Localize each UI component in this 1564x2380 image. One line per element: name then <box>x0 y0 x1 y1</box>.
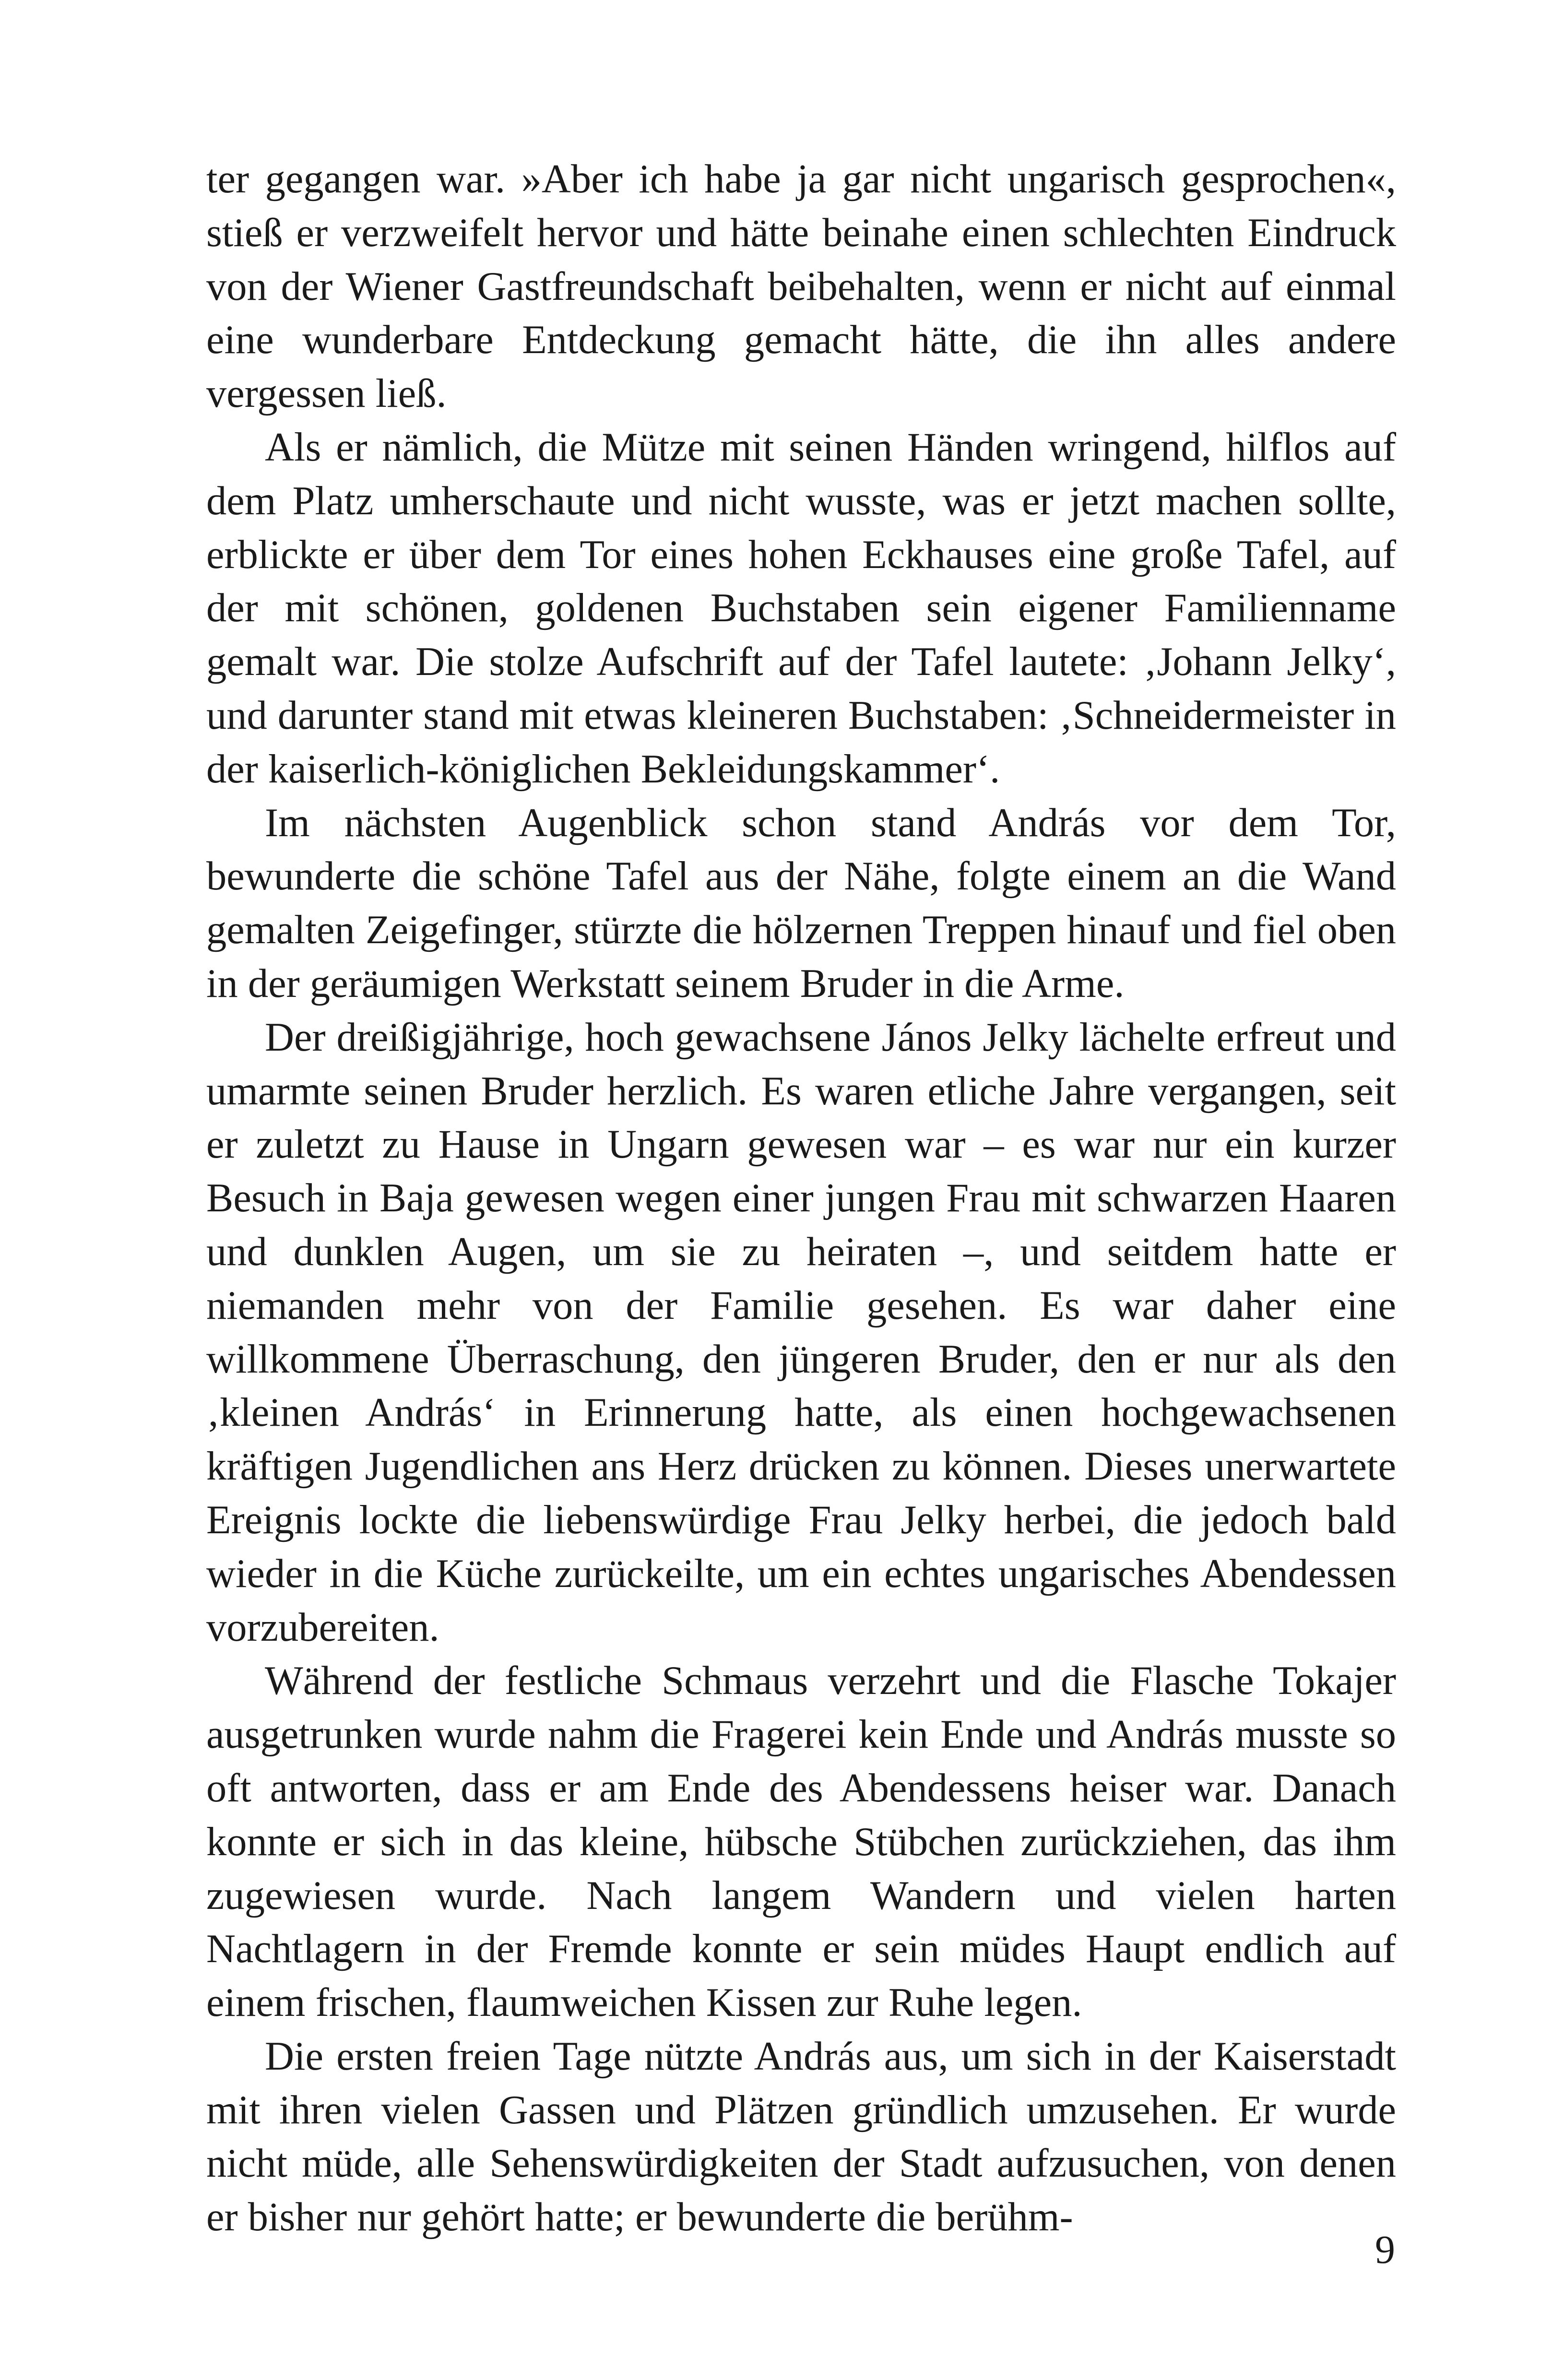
body-text <box>206 153 1396 2244</box>
page-number: 9 <box>1375 2227 1395 2272</box>
paragraph-3: Im nächsten Augenblick schon stand András vor dem Tor, bewunderte die schöne Tafel aus der Nähe, folgte einem an die Wand gemalten Zeigefinger, stürzte die hölzernen Treppen hinauf und fiel oben in der geräumigen Werkstatt seinem Bruder in die Arme. <box>206 800 1396 1006</box>
paragraph-2: Als er nämlich, die Mütze mit seinen Händen wringend, hilflos auf dem Platz umherschaute und nicht wusste, was er jetzt machen sollte, erblickte er über dem Tor eines hohen Eckhauses eine große Tafel, auf der mit schönen, goldenen Buchstaben sein eigener Familienname gemalt war. Die stolze Aufschrift auf der Tafel lautete: ‚Johann Jelky‘, und darunter stand mit etwas kleineren Buchstaben: ‚Schneidermeister in der kaiserlich-königlichen Bekleidungskammer‘. <box>206 425 1396 792</box>
paragraph-5: Während der festliche Schmaus verzehrt und die Flasche Tokajer ausgetrunken wurde nahm die Fragerei kein Ende und András musste so oft antworten, dass er am Ende des Abendessens heiser war. Danach konnte er sich in das kleine, hübsche Stübchen zurückziehen, das ihm zugewiesen wurde. Nach langem Wandern und vielen harten Nachtlagern in der Fremde konnte er sein müdes Haupt endlich auf einem frischen, flaumweichen Kissen zur Ruhe legen. <box>206 1658 1396 2025</box>
paragraph-4: Der dreißigjährige, hoch gewachsene János Jelky lächelte erfreut und umarmte seinen Bruder herzlich. Es waren etliche Jahre vergangen, seit er zuletzt zu Hause in Ungarn gewesen war – es war nur ein kurzer Besuch in Baja gewesen wegen einer jungen Frau mit schwarzen Haaren und dunklen Augen, um sie zu heiraten –, und seitdem hatte er niemanden mehr von der Familie gesehen. Es war daher eine willkommene Überraschung, den jüngeren Bruder, den er nur als den ‚kleinen András‘ in Erinnerung hatte, als einen hochgewachsenen kräftigen Jugendlichen ans Herz drücken zu können. Dieses unerwartete Ereignis lockte die liebenswürdige Frau Jelky herbei, die jedoch bald wieder in die Küche zurückeilte, um ein echtes ungarisches Abendessen vorzubereiten. <box>206 1015 1396 1650</box>
paragraph-1: ter gegangen war. »Aber ich habe ja gar nicht ungarisch gesprochen«, stieß er verzweifelt hervor und hätte beinahe einen schlechten Eindruck von der Wiener Gastfreundschaft beibehalten, wenn er nicht auf einmal eine wunderbare Entdeckung gemacht hätte, die ihn alles andere vergessen ließ. <box>206 157 1396 416</box>
paragraph-6: Die ersten freien Tage nützte András aus, um sich in der Kaiserstadt mit ihren vielen Gassen und Plätzen gründlich umzusehen. Er wurde nicht müde, alle Sehenswürdigkeiten der Stadt aufzusuchen, von denen er bisher nur gehört hatte; er bewunderte die berühm- <box>206 2034 1396 2240</box>
